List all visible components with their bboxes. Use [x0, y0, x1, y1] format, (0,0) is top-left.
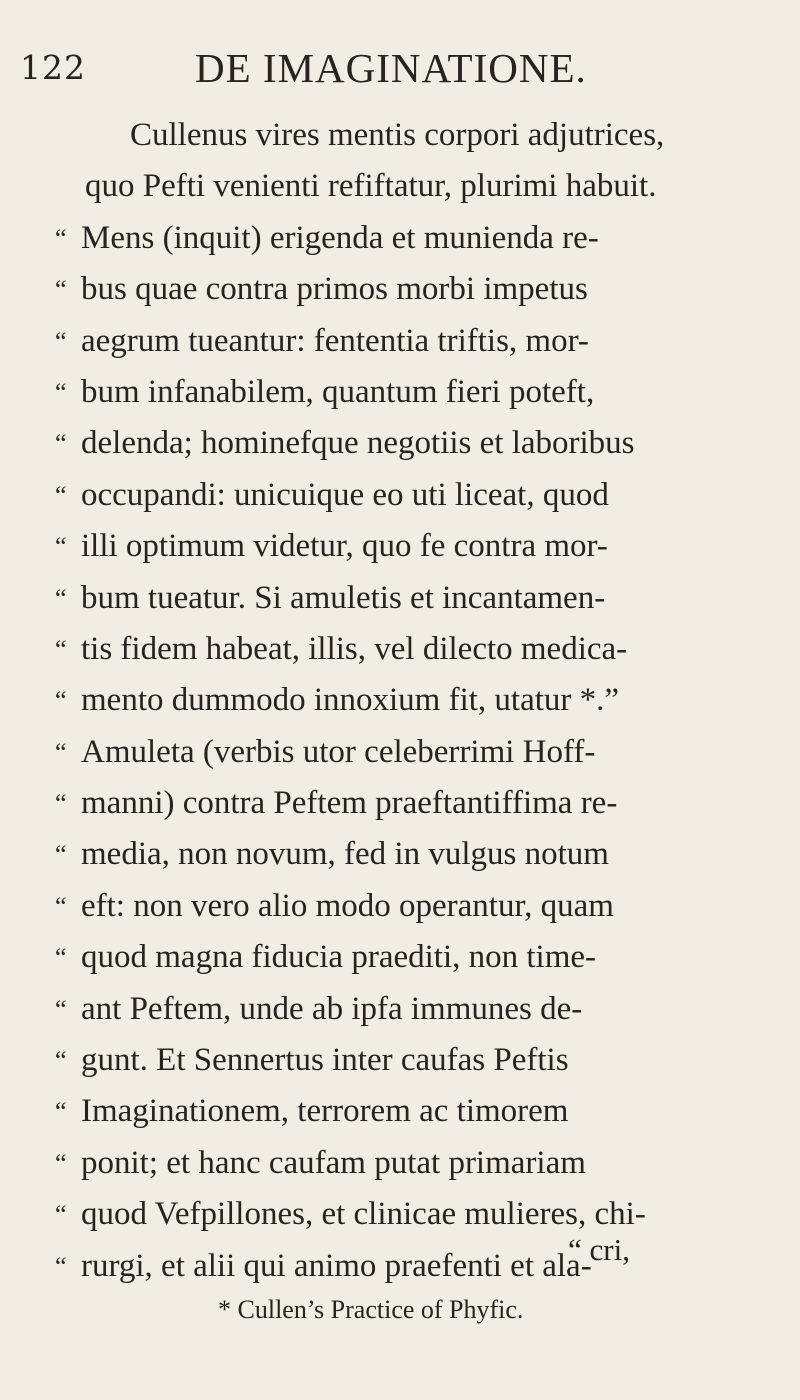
text-line — [55, 829, 775, 880]
quote-mark: “ — [55, 1200, 67, 1230]
text-line — [55, 316, 775, 367]
text-line — [55, 881, 775, 932]
footnote: * Cullen’s Practice of Phyfic. — [218, 1295, 524, 1324]
text-line — [55, 984, 775, 1035]
line-text: media, non novum, fed in vulgus notum — [81, 836, 609, 873]
line-text: bus quae contra primos morbi impetus — [81, 271, 588, 308]
text-line — [55, 418, 775, 469]
text-line — [55, 110, 775, 161]
quote-mark: “ — [55, 377, 67, 407]
text-line — [55, 264, 775, 315]
line-text: gunt. Et Sennertus inter caufas Peftis — [81, 1042, 569, 1079]
quote-mark: “ — [55, 1251, 67, 1281]
quote-mark: “ — [55, 275, 67, 305]
body-text — [55, 110, 775, 1292]
text-line — [55, 778, 775, 829]
quote-mark: “ — [55, 223, 67, 253]
quote-mark: “ — [55, 840, 67, 870]
text-line — [55, 675, 775, 726]
line-text: quod Vefpillones, et clinicae mulieres, chi- — [81, 1196, 646, 1233]
line-text: aegrum tueantur: fententia triftis, mor- — [81, 322, 589, 359]
text-line — [55, 1189, 775, 1240]
text-line — [55, 727, 775, 778]
line-text: eft: non vero alio modo operantur, quam — [81, 887, 614, 924]
quote-mark: “ — [55, 891, 67, 921]
quote-mark: “ — [55, 326, 67, 356]
text-line — [55, 1138, 775, 1189]
running-title: DE IMAGINATIONE. — [195, 45, 587, 91]
quote-mark: “ — [55, 737, 67, 767]
quote-mark: “ — [55, 789, 67, 819]
quote-mark: “ — [55, 532, 67, 562]
quote-mark: “ — [55, 1097, 67, 1127]
quote-mark: “ — [55, 429, 67, 459]
line-text: delenda; hominefque negotiis et laboribus — [81, 425, 635, 462]
line-text: ponit; et hanc caufam putat primariam — [81, 1144, 586, 1181]
page-number: 122 — [20, 48, 86, 87]
quote-mark: “ — [55, 634, 67, 664]
line-text: quod magna fiducia praediti, non time- — [81, 939, 597, 976]
line-text: Mens (inquit) erigenda et munienda re- — [81, 219, 599, 256]
text-line — [55, 1086, 775, 1137]
text-line — [55, 161, 775, 212]
line-text: quo Pefti venienti refiftatur, plurimi habuit. — [85, 168, 657, 205]
line-text: bum infanabilem, quantum fieri poteft, — [81, 373, 595, 410]
line-text: mento dummodo innoxium fit, utatur *.” — [81, 682, 620, 719]
quote-mark: “ — [55, 480, 67, 510]
text-line — [55, 470, 775, 521]
page-header — [20, 45, 780, 98]
text-line — [55, 1241, 775, 1292]
text-line — [55, 1035, 775, 1086]
quote-mark: “ — [55, 686, 67, 716]
quote-mark: “ — [55, 1148, 67, 1178]
line-text: illi optimum videtur, quo fe contra mor- — [81, 528, 608, 565]
line-text: rurgi, et alii qui animo praefenti et ala- — [81, 1247, 592, 1284]
text-line — [55, 521, 775, 572]
text-line — [55, 932, 775, 983]
line-text: Amuleta (verbis utor celeberrimi Hoff- — [81, 733, 596, 770]
text-line — [55, 573, 775, 624]
line-text: occupandi: unicuique eo uti liceat, quod — [81, 476, 609, 513]
line-text: bum tueatur. Si amuletis et incantamen- — [81, 579, 606, 616]
line-text: Cullenus vires mentis corpori adjutrices, — [130, 117, 665, 153]
line-text: tis fidem habeat, illis, vel dilecto medica- — [81, 630, 628, 667]
text-line — [55, 213, 775, 264]
text-line — [55, 624, 775, 675]
quote-mark: “ — [55, 583, 67, 613]
line-text: ant Peftem, unde ab ipfa immunes de- — [81, 990, 583, 1027]
quote-mark: “ — [55, 994, 67, 1024]
quote-mark: “ — [55, 943, 67, 973]
quote-mark: “ — [55, 1046, 67, 1076]
catchword: “ cri, — [568, 1232, 630, 1267]
line-text: Imaginationem, terrorem ac timorem — [81, 1093, 569, 1130]
line-text: manni) contra Peftem praeftantiffima re- — [81, 785, 618, 822]
text-line — [55, 367, 775, 418]
